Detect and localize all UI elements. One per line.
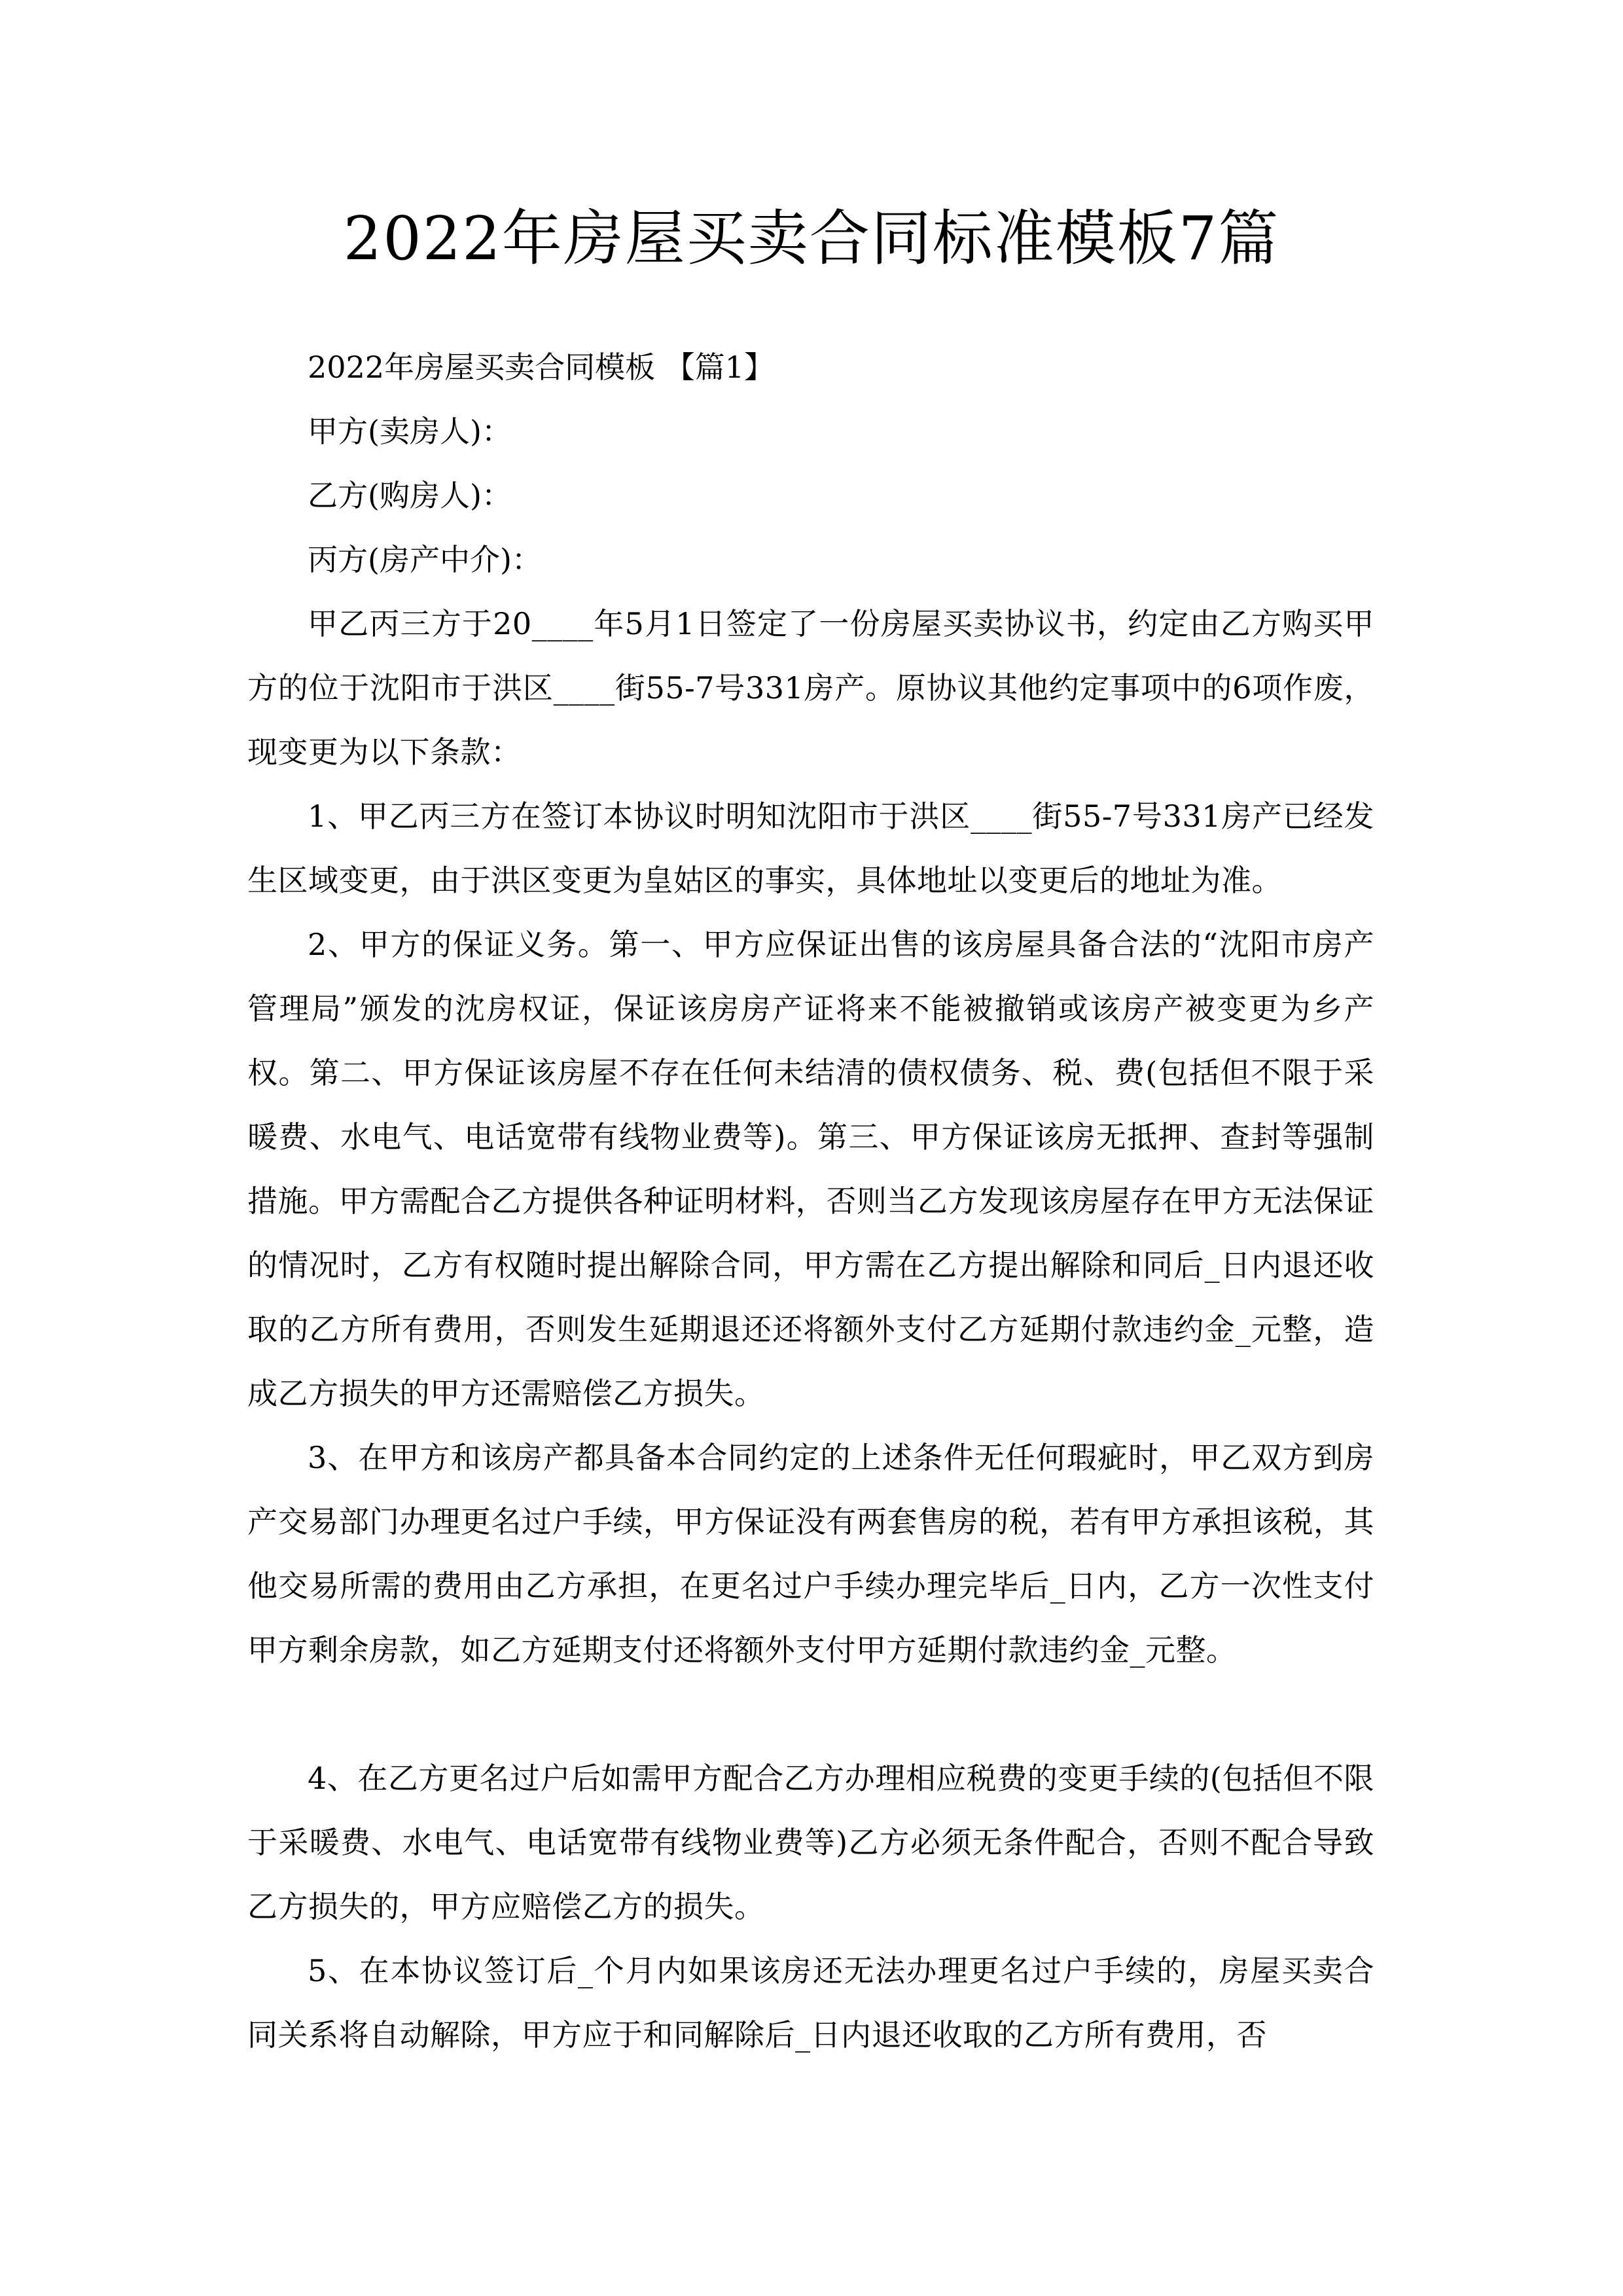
paragraph-clause-1: 1、甲乙丙三方在签订本协议时明知沈阳市于洪区____街55-7号331房产已经发生区域变更，由于洪区变更为皇姑区的事实，具体地址以变更后的地址为准。 [247, 798, 1374, 898]
paragraph-intro: 甲乙丙三方于20____年5月1日签定了一份房屋买卖协议书，约定由乙方购买甲方的位于沈阳市于洪区____街55-7号331房产。原协议其他约定事项中的6项作废，现变更为以下条款： [247, 606, 1374, 770]
party-buyer: 乙方(购房人)： [308, 478, 512, 513]
paragraph-clause-4: 4、在乙方更名过户后如需甲方配合乙方办理相应税费的变更手续的(包括但不限于采暖费、水电气、电话宽带有线物业费等)乙方必须无条件配合，否则不配合导致乙方损失的，甲方应赔偿乙方的损失。 [247, 1761, 1374, 1924]
party-seller: 甲方(卖房人)： [308, 414, 512, 449]
section-heading: 2022年房屋买卖合同模板 【篇1】 [308, 350, 774, 385]
party-agent: 丙方(房产中介)： [308, 542, 542, 577]
document-title: 2022年房屋买卖合同标准模板7篇 [343, 204, 1280, 274]
paragraph-clause-2: 2、甲方的保证义务。第一、甲方应保证出售的该房屋具备合法的“沈阳市房产管理局”颁发的沈房权证，保证该房房产证将来不能被撤销或该房产被变更为乡产权。第二、甲方保证该房屋不存在任何未结清的债权债务、税、费(包括但不限于采暖费、水电气、电话宽带有线物业费等)。第三、甲方保证该房无抵押、查封等强制措施。甲方需配合乙方提供各种证明材料，否则当乙方发现该房屋存在甲方无法保证的情况时，乙方有权随时提出解除合同，甲方需在乙方提出解除和同后_日内退还收取的乙方所有费用，否则发生延期退还还将额外支付乙方延期付款违约金_元整，造成乙方损失的甲方还需赔偿乙方损失。 [247, 927, 1374, 1411]
paragraph-clause-5: 5、在本协议签订后_个月内如果该房还无法办理更名过户手续的，房屋买卖合同关系将自动解除，甲方应于和同解除后_日内退还收取的乙方所有费用，否 [247, 1953, 1374, 2053]
paragraph-clause-3: 3、在甲方和该房产都具备本合同约定的上述条件无任何瑕疵时，甲乙双方到房产交易部门办理更名过户手续，甲方保证没有两套售房的税，若有甲方承担该税，其他交易所需的费用由乙方承担，在更名过户手续办理完毕后_日内，乙方一次性支付甲方剩余房款，如乙方延期支付还将额外支付甲方延期付款违约金_元整。 [247, 1440, 1374, 1668]
